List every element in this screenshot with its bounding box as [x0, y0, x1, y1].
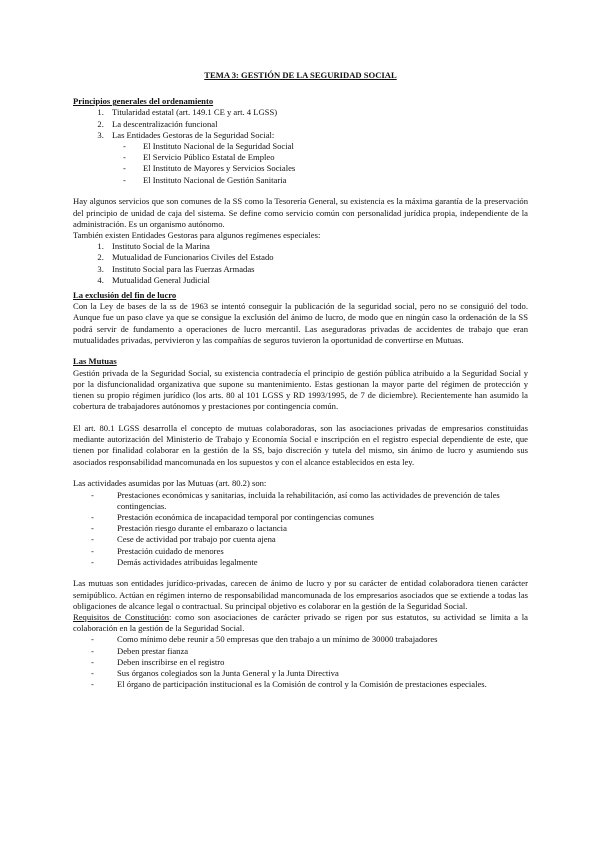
regimen-item: 1. Instituto Social de la Marina	[106, 241, 528, 252]
regimenes-especiales-intro: También existen Entidades Gestoras para algunos regímenes especiales:	[73, 229, 321, 240]
entidad-item: - El Instituto de Mayores y Servicios Sociales	[73, 163, 528, 174]
requisitos-label: Requisitos de Constitución	[73, 612, 169, 623]
requisito-item: - Deben inscribirse en el registro	[73, 657, 528, 668]
entidad-item: - El Instituto Nacional de la Seguridad Social	[73, 141, 528, 152]
principios-list	[73, 107, 528, 141]
regimenes-especiales-list	[73, 241, 528, 286]
mutuas-paragraph-2: El art. 80.1 LGSS desarrolla el concepto de mutuas colaboradoras, son las asociaciones privadas de empresarios constituidas mediante autorización del Ministerio de Trabajo y Economía Social e inscripción en el registro especial dependiente de este, que tienen por finalidad colaborar en la gestión de la SS, bajo discreción y tutela del mismo, sin ánimo de lucro y asumiendo sus asociados responsabilidad mancomunada en los supuestos y con el alcance establecidos en esta ley.	[73, 422, 528, 467]
principio-item: 2. La descentralización funcional	[106, 119, 528, 130]
principio-item: 1. Titularidad estatal (art. 149.1 CE y art. 4 LGSS)	[106, 107, 528, 118]
mutuas-paragraph-1: Gestión privada de la Seguridad Social, su existencia contradecía el principio de gestión pública atribuido a la Seguridad Social y por la disfuncionalidad organizativa que supone su mantenimiento. Estas gestionan la mayor parte del régimen de protección y tienen su propio régimen jurídico (los arts. 80 al 101 LGSS y RD 1993/1995, de 7 de diciembre). Recientemente han asumido la cobertura de trabajadores autónomos y prestaciones por contingencia común.	[73, 367, 528, 412]
requisitos-paragraph	[73, 612, 528, 634]
actividad-item: - Prestaciones económicas y sanitarias, incluida la rehabilitación, así como las actividades de prevención de tales contingencias.	[73, 490, 528, 512]
requisito-item: - Deben prestar fianza	[73, 646, 528, 657]
requisito-item: - Sus órganos colegiados son la Junta General y la Junta Directiva	[73, 668, 528, 679]
document-title: TEMA 3: GESTIÓN DE LA SEGURIDAD SOCIAL	[204, 70, 397, 80]
entidad-item: - El Servicio Público Estatal de Empleo	[73, 152, 528, 163]
actividad-item: - Cese de actividad por trabajo por cuenta ajena	[73, 534, 528, 545]
regimen-item: 4. Mutualidad General Judicial	[106, 275, 528, 286]
document-page	[73, 70, 528, 690]
principio-item: 3. Las Entidades Gestoras de la Seguridad Social:	[106, 130, 528, 141]
principios-heading: Principios generales del ordenamiento	[73, 96, 214, 107]
mutuas-paragraph-3: Las mutuas son entidades jurídico-privadas, carecen de ánimo de lucro y por su carácter de entidad colaboradora tienen carácter semipúblico. Actúan en régimen interno de responsabilidad mancomunada de los empresarios asociados que se extiende a todas las obligaciones de alcance legal o contractual. Su principal objetivo es colaborar en la gestión de la Seguridad Social.	[73, 578, 528, 611]
requisitos-list	[73, 634, 528, 690]
entidades-gestoras-list	[73, 141, 528, 186]
requisito-item: - El órgano de participación institucional es la Comisión de control y la Comisión de prestaciones especiales.	[73, 679, 528, 690]
actividad-item: - Prestación económica de incapacidad temporal por contingencias comunes	[73, 512, 528, 523]
mutuas-heading: Las Mutuas	[73, 356, 117, 367]
actividades-list	[73, 490, 528, 568]
actividades-intro: Las actividades asumidas por las Mutuas (art. 80.2) son:	[73, 478, 267, 489]
actividad-item: - Prestación cuidado de menores	[73, 546, 528, 557]
regimen-item: 3. Instituto Social para las Fuerzas Armadas	[106, 264, 528, 275]
exclusion-paragraph: Con la Ley de bases de la ss de 1963 se intentó conseguir la publicación de la seguridad social, pero no se consiguió del todo. Aunque fue un paso clave ya que se consigue la exclusión del ánimo de lucro, de modo que en ningún caso la ordenación de la SS podrá servir de fundamento a operaciones de lucro mercantil. Las aseguradoras privadas de accidentes de trabajo que eran mutualidades privadas, pervivieron y las compañías de seguros tuvieron la oportunidad de convertirse en Mutuas.	[73, 301, 528, 345]
actividad-item: - Prestación riesgo durante el embarazo o lactancia	[73, 523, 528, 534]
exclusion-heading: La exclusión del fin de lucro	[73, 289, 177, 300]
requisitos-text: : como son asociaciones de carácter privado se rigen por sus estatutos, su actividad se limita a la colaboración en la gestión de la Seguridad Social.	[73, 612, 528, 634]
requisito-item: - Como mínimo debe reunir a 50 empresas que den trabajo a un mínimo de 30000 trabajadores	[73, 634, 528, 645]
regimen-item: 2. Mutualidad de Funcionarios Civiles del Estado	[106, 252, 528, 263]
servicios-comunes-paragraph: Hay algunos servicios que son comunes de la SS como la Tesorería General, su existencia es la máxima garantía de la preservación del principio de unidad de caja del sistema. Se define como servicio común con personalidad jurídica propia, independiente de la administración. Es un organismo autónomo.	[73, 196, 528, 229]
actividad-item: - Demás actividades atribuidas legalmente	[73, 557, 528, 568]
entidad-item: - El Instituto Nacional de Gestión Sanitaria	[73, 175, 528, 186]
